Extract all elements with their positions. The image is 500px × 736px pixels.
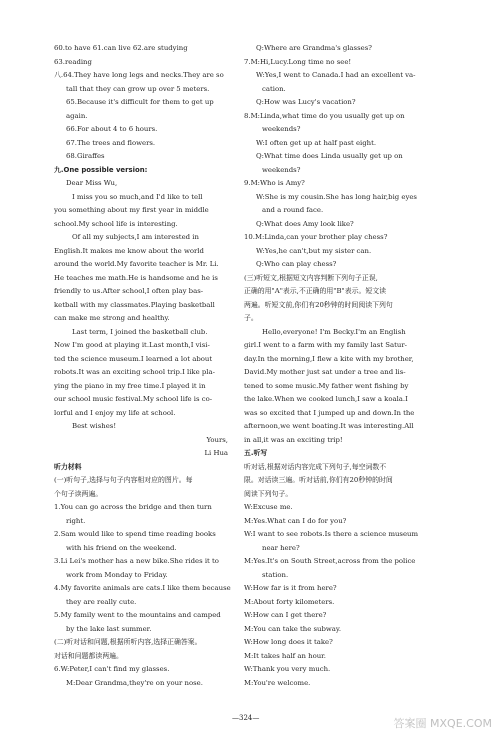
transcript-line: M:Dear Grandma,they're on your nose.: [66, 678, 203, 687]
transcript-line: W:She is my cousin.She has long hair,big eyes: [256, 192, 417, 201]
answer-line: 68.Giraffes: [66, 152, 105, 160]
letter-line: around the world.My favorite teacher is Mr. Li.: [54, 260, 219, 268]
instruction-line: 子。: [244, 314, 258, 322]
transcript-line: 10.M:Linda,can your brother play chess?: [244, 233, 388, 241]
letter-line: ketball with my classmates.Playing basketball: [54, 300, 215, 309]
letter-line: can make me strong and healthy.: [54, 314, 170, 322]
transcript-line: work from Monday to Friday.: [66, 570, 168, 579]
instruction-line: 两遍。听短文前,你们有20秒钟的时间阅读下列句: [244, 300, 393, 309]
dialogue-line: W:How can I get there?: [244, 611, 327, 619]
left-column: [54, 42, 232, 690]
dialogue-line: W:How long does it take?: [244, 638, 333, 646]
letter-line: He teaches me math.He is handsome and he is: [54, 273, 218, 282]
transcript-line: 6.W:Peter,I can't find my glasses.: [54, 665, 170, 673]
letter-line: Last term, I joined the basketball club.: [72, 327, 208, 336]
letter-line: lorful and I enjoy my life at school.: [54, 408, 176, 417]
section-heading: 九.One possible version:: [54, 165, 148, 174]
dialogue-line: W:How far is it from here?: [244, 584, 337, 592]
dialogue-line: W:I want to see robots.Is there a science museum: [244, 530, 419, 538]
dialogue-line: station.: [262, 570, 289, 579]
dialogue-line: M:It takes half an hour.: [244, 651, 326, 660]
answer-line: 65.Because it's difficult for them to get up: [66, 98, 214, 106]
passage-line: David.My mother just sat under a tree and lis-: [244, 368, 406, 376]
transcript-line: cation.: [262, 84, 286, 93]
transcript-line: 7.M:Hi,Lucy.Long time no see!: [244, 57, 352, 66]
dialogue-line: M:You can take the subway.: [244, 624, 342, 633]
transcript-line: with his friend on the weekend.: [66, 543, 177, 552]
passage-line: the lake.When we cooked lunch,I saw a koala.I: [244, 395, 408, 403]
right-column: [244, 42, 448, 690]
transcript-line: 4.My favorite animals are cats.I like them because: [54, 584, 231, 592]
instruction-line: 阅读下列句子。: [244, 489, 293, 498]
letter-line: friendly to us.After school,I often play bas-: [54, 287, 204, 295]
letter-line: Now I'm good at playing it.Last month,I visi-: [54, 341, 210, 349]
instruction-line: 正确的用"A"表示,不正确的用"B"表示。短文读: [244, 287, 387, 295]
letter-closing: Best wishes!: [72, 422, 117, 430]
instruction-line: (一)听句子,选择与句子内容相对应的图片。每: [54, 476, 193, 484]
transcript-line: Q:Who can play chess?: [256, 260, 337, 268]
instruction-line: (二)听对话和问题,根据所听内容,选择正确答案。: [54, 638, 202, 646]
answer-line: 60.to have 61.can live 62.are studying: [54, 44, 188, 52]
transcript-line: Q:What does Amy look like?: [256, 219, 354, 228]
transcript-line: W:I often get up at half past eight.: [256, 138, 377, 147]
transcript-line: weekends?: [262, 125, 301, 133]
transcript-line: 5.My family went to the mountains and camped: [54, 611, 221, 619]
dialogue-line: near here?: [262, 543, 300, 552]
dialogue-line: M:Yes.It's on South Street,across from the police: [244, 557, 416, 565]
transcript-line: weekends?: [262, 165, 301, 174]
instruction-line: 限。对话读三遍。听对话前,你们有20秒钟的时间: [244, 476, 393, 484]
passage-line: was so excited that I jumped up and down.In the: [244, 408, 415, 417]
answer-line: 66.For about 4 to 6 hours.: [66, 125, 158, 133]
answer-line: again.: [66, 111, 88, 120]
answer-line: tall that they can grow up over 5 meters.: [66, 84, 210, 93]
transcript-line: right.: [66, 516, 86, 525]
answer-line: 67.The trees and flowers.: [66, 138, 156, 147]
letter-signature: Li Hua: [204, 449, 228, 457]
passage-line: girl.I went to a farm with my family last Satur-: [244, 341, 407, 349]
passage-line: day.In the morning,I flew a kite with my brother,: [244, 354, 414, 363]
transcript-line: 3.Li Lei's mother has a new bike.She rides it to: [54, 557, 219, 565]
letter-line: I miss you so much,and I'd like to tell: [72, 192, 203, 201]
transcript-line: W:Yes,he can't,but my sister can.: [256, 246, 372, 255]
letter-line: Dear Miss Wu,: [66, 179, 118, 187]
letter-line: English.It makes me know about the world: [54, 246, 204, 255]
transcript-line: 2.Sam would like to spend time reading books: [54, 530, 216, 538]
answer-line: 八.64.They have long legs and necks.They are so: [54, 71, 224, 79]
transcript-line: they are really cute.: [66, 597, 137, 606]
watermark-logo: 答案圈 MXQE.COM: [393, 717, 492, 730]
dialogue-line: M:Yes.What can I do for you?: [244, 516, 347, 525]
answer-line: 63.reading: [54, 57, 92, 66]
transcript-line: 9.M:Who is Amy?: [244, 179, 305, 187]
section-heading: 五.听写: [244, 449, 268, 457]
letter-line: you something about my first year in middle: [54, 206, 209, 214]
dialogue-line: M:About forty kilometers.: [244, 597, 335, 606]
section-heading: 听力材料: [54, 462, 82, 471]
instruction-line: 对话和问题都读两遍。: [54, 651, 123, 660]
instruction-line: (三)听短文,根据短文内容判断下列句子正误,: [244, 273, 378, 282]
passage-line: Hello,everyone! I'm Becky.I'm an English: [262, 327, 406, 336]
letter-line: robots.It was an exciting school trip.I like pla-: [54, 368, 215, 376]
passage-line: in all,it was an exciting trip!: [244, 435, 343, 444]
dialogue-line: W:Excuse me.: [244, 503, 293, 511]
transcript-line: 8.M:Linda,what time do you usually get up on: [244, 111, 405, 120]
transcript-line: Q:Where are Grandma's glasses?: [256, 44, 372, 52]
instruction-line: 个句子读两遍。: [54, 489, 103, 498]
dialogue-line: M:You're welcome.: [244, 678, 311, 687]
instruction-line: 听对话,根据对话内容完成下列句子,每空词数不: [244, 462, 387, 471]
transcript-line: Q:What time does Linda usually get up on: [256, 152, 403, 160]
transcript-line: W:Yes,I went to Canada.I had an excellent va-: [256, 71, 416, 79]
page-number: —324—: [232, 714, 260, 722]
transcript-line: Q:How was Lucy's vacation?: [256, 98, 356, 106]
passage-line: afternoon,we went boating.It was interesting.All: [244, 422, 414, 430]
letter-line: ying the piano in my free time.I played it in: [54, 381, 206, 390]
letter-line: our school music festival.My school life is co-: [54, 395, 213, 403]
letter-signoff: Yours,: [206, 435, 228, 444]
letter-line: Of all my subjects,I am interested in: [72, 233, 199, 241]
letter-line: ted the science museum.I learned a lot about: [54, 354, 213, 363]
passage-line: tened to some music.My father went fishing by: [244, 381, 409, 390]
transcript-line: and a round face.: [262, 206, 324, 214]
transcript-line: by the lake last summer.: [66, 624, 152, 633]
transcript-line: 1.You can go across the bridge and then turn: [54, 503, 212, 511]
dialogue-line: W:Thank you very much.: [244, 665, 331, 673]
letter-line: school.My school life is interesting.: [54, 219, 178, 228]
